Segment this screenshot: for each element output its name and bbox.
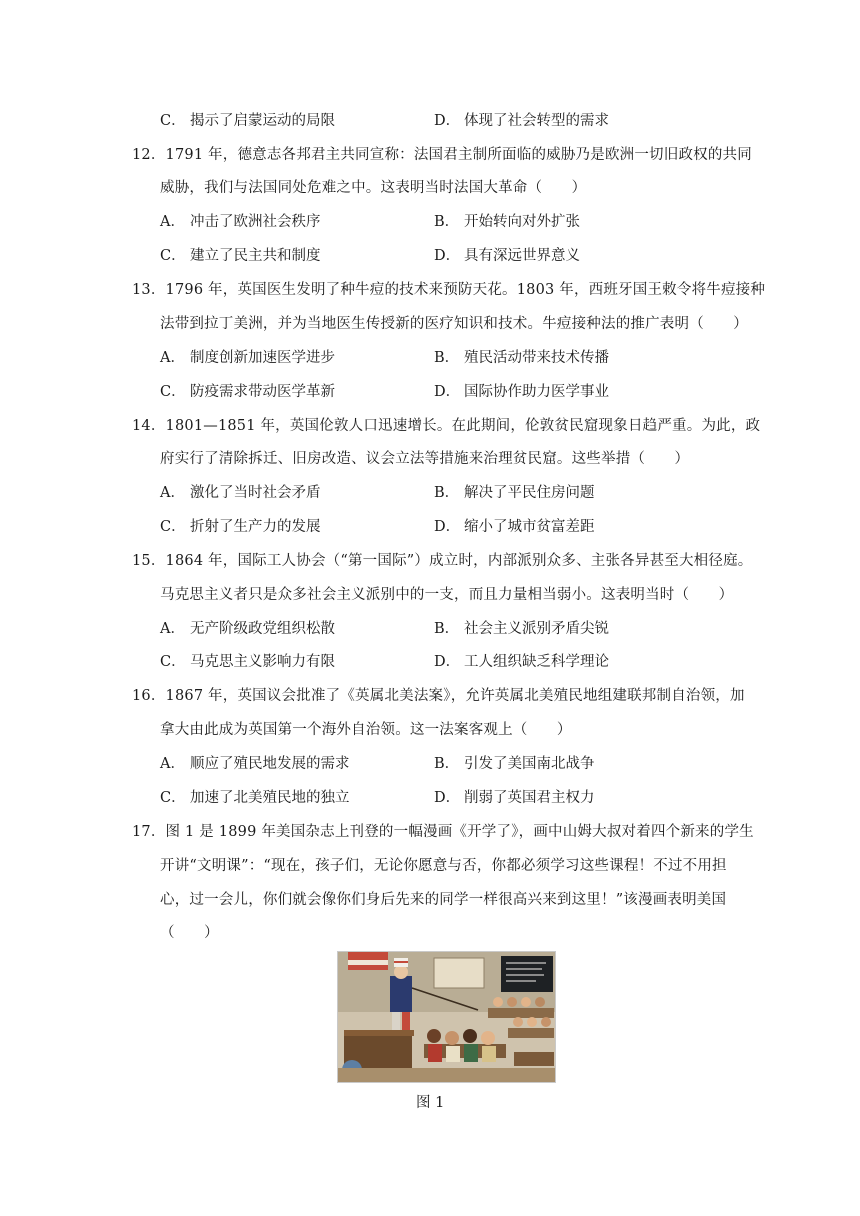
option-label: D．: [434, 384, 461, 400]
option-text: 引发了美国南北战争: [464, 756, 595, 772]
option-label: C．: [160, 113, 186, 129]
q14-option-d: [434, 517, 595, 537]
option-label: D．: [434, 790, 461, 806]
option-label: A．: [160, 214, 185, 230]
option-label: B．: [434, 214, 460, 230]
option-text: 殖民活动带来技术传播: [464, 350, 609, 366]
option-text: 建立了民主共和制度: [190, 248, 321, 264]
q13-option-d: [434, 382, 609, 402]
q13-option-a: [160, 348, 335, 368]
q11-option-d: [434, 111, 609, 131]
q12-stem-line-2: 威胁，我们与法国同处危难之中。这表明当时法国大革命（ ）: [160, 180, 587, 196]
option-text: 国际协作助力医学事业: [464, 384, 609, 400]
q15-option-b: [434, 619, 609, 639]
option-label: D．: [434, 248, 461, 264]
option-label: D．: [434, 654, 461, 670]
figure-caption: 图 1: [416, 1095, 445, 1111]
option-text: 缩小了城市贫富差距: [464, 519, 595, 535]
option-label: C．: [160, 248, 186, 264]
option-text: 削弱了英国君主权力: [464, 790, 595, 806]
q16-option-d: [434, 788, 595, 808]
option-label: A．: [160, 756, 185, 772]
option-label: C．: [160, 384, 186, 400]
q14-option-c: [160, 517, 321, 537]
q14-stem-line-1: 14．1801—1851 年，英国伦敦人口迅速增长。在此期间，伦敦贫民窟现象日趋严重。为此，政: [132, 418, 761, 434]
q12-option-c: [160, 246, 321, 266]
q13-option-c: [160, 382, 335, 402]
q12-option-b: [434, 212, 580, 232]
option-text: 开始转向对外扩张: [464, 214, 580, 230]
q15-option-c: [160, 652, 335, 672]
option-text: 无产阶级政党组织松散: [190, 621, 335, 637]
option-label: D．: [434, 113, 461, 129]
q11-option-c: [160, 111, 335, 131]
q17-stem-line-1: 17．图 1 是 1899 年美国杂志上刊登的一幅漫画《开学了》，画中山姆大叔对着四个新来的学生: [132, 824, 754, 840]
option-label: B．: [434, 485, 460, 501]
option-text: 马克思主义影响力有限: [190, 654, 335, 670]
option-label: A．: [160, 485, 185, 501]
q17-stem-line-4: （ ）: [160, 925, 219, 941]
q16-stem-line-2: 拿大由此成为英国第一个海外自治领。这一法案客观上（ ）: [160, 722, 572, 738]
option-text: 揭示了启蒙运动的局限: [190, 113, 335, 129]
q12-option-a: [160, 212, 321, 232]
option-text: 防疫需求带动医学革新: [190, 384, 335, 400]
option-label: A．: [160, 350, 185, 366]
q14-option-b: [434, 483, 595, 503]
option-text: 折射了生产力的发展: [190, 519, 321, 535]
option-text: 体现了社会转型的需求: [464, 113, 609, 129]
q16-option-c: [160, 788, 350, 808]
option-text: 冲击了欧洲社会秩序: [190, 214, 321, 230]
q14-stem-line-2: 府实行了清除拆迁、旧房改造、议会立法等措施来治理贫民窟。这些举措（ ）: [160, 451, 690, 467]
q12-stem-line-1: 12．1791 年，德意志各邦君主共同宣称：法国君主制所面临的威胁乃是欧洲一切旧政权的共同: [132, 147, 752, 163]
option-text: 工人组织缺乏科学理论: [464, 654, 609, 670]
q13-stem-line-1: 13．1796 年，英国医生发明了种牛痘的技术来预防天花。1803 年，西班牙国王敕令将牛痘接种: [132, 282, 766, 298]
q16-option-b: [434, 754, 595, 774]
q14-option-a: [160, 483, 321, 503]
option-label: B．: [434, 621, 460, 637]
option-text: 具有深远世界意义: [464, 248, 580, 264]
q15-stem-line-2: 马克思主义者只是众多社会主义派别中的一支，而且力量相当弱小。这表明当时（ ）: [160, 587, 734, 603]
option-text: 解决了平民住房问题: [464, 485, 595, 501]
q12-option-d: [434, 246, 580, 266]
q16-stem-line-1: 16．1867 年，英国议会批准了《英属北美法案》，允许英属北美殖民地组建联邦制自治领，加: [132, 688, 745, 704]
cartoon-illustration: [338, 952, 555, 1082]
option-text: 社会主义派别矛盾尖锐: [464, 621, 609, 637]
option-label: C．: [160, 790, 186, 806]
option-label: A．: [160, 621, 185, 637]
option-text: 加速了北美殖民地的独立: [190, 790, 350, 806]
q15-option-a: [160, 619, 335, 639]
q15-option-d: [434, 652, 609, 672]
q13-stem-line-2: 法带到拉丁美洲，并为当地医生传授新的医疗知识和技术。牛痘接种法的推广表明（ ）: [160, 316, 748, 332]
option-label: B．: [434, 350, 460, 366]
q17-stem-line-2: 开讲“文明课”：“现在，孩子们，无论你愿意与否，你都必须学习这些课程！不过不用担: [160, 858, 727, 874]
cartoon-image: [337, 951, 556, 1083]
q16-option-a: [160, 754, 350, 774]
q15-stem-line-1: 15．1864 年，国际工人协会（“第一国际”）成立时，内部派别众多、主张各异甚至大相径庭。: [132, 553, 753, 569]
option-text: 激化了当时社会矛盾: [190, 485, 321, 501]
option-label: B．: [434, 756, 460, 772]
option-text: 制度创新加速医学进步: [190, 350, 335, 366]
option-label: C．: [160, 519, 186, 535]
q17-stem-line-3: 心，过一会儿，你们就会像你们身后先来的同学一样很高兴来到这里！”该漫画表明美国: [160, 892, 727, 908]
option-text: 顺应了殖民地发展的需求: [190, 756, 350, 772]
q13-option-b: [434, 348, 609, 368]
option-label: C．: [160, 654, 186, 670]
option-label: D．: [434, 519, 461, 535]
